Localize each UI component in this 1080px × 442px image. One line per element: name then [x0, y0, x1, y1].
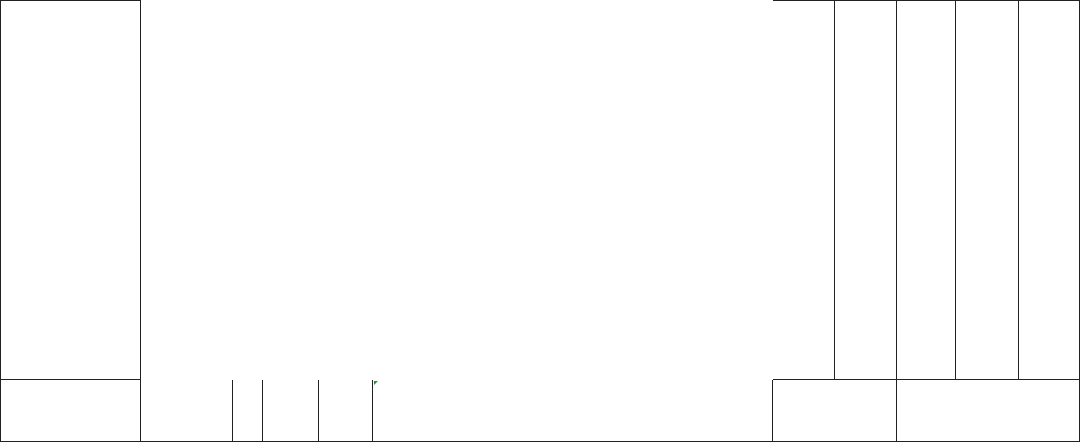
welfare-cell [956, 0, 1019, 380]
bottom-edu-cell [319, 380, 373, 442]
cell-marker [374, 381, 378, 385]
bottom-title-cell [141, 380, 233, 442]
bottom-company-cell [0, 380, 141, 442]
company-cell [0, 0, 141, 380]
bottom-req-cell [373, 380, 773, 442]
salary-cell [773, 0, 835, 380]
holiday-cell [1019, 0, 1080, 380]
insurance-cell [897, 0, 956, 380]
allowance-cell [835, 0, 897, 380]
bottom-salary-cell [773, 380, 897, 442]
bottom-count-cell [233, 380, 263, 442]
bottom-empty-cell [897, 380, 1080, 442]
bottom-age-cell [263, 380, 319, 442]
